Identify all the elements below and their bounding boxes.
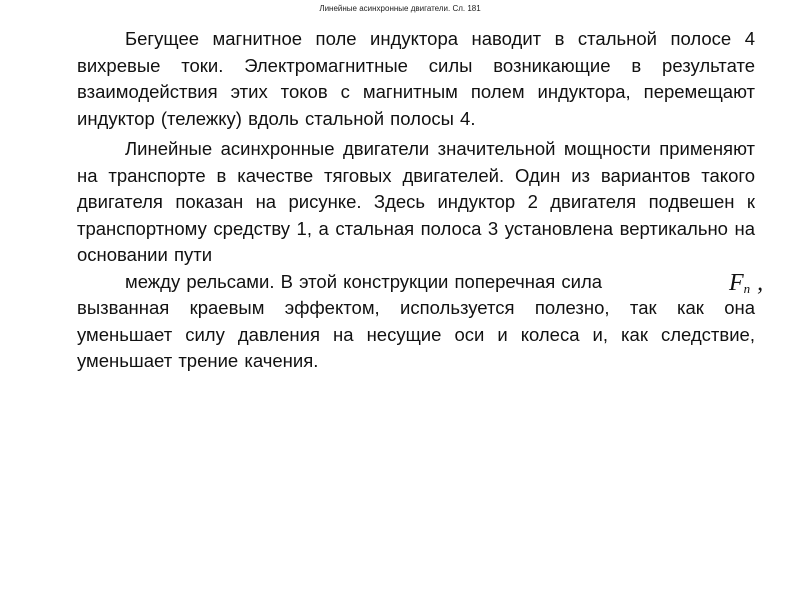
paragraph-2-line-6: между рельсами. В этой конструкции поперечная сила xyxy=(125,270,603,292)
paragraph-2-line-7: вызванная краевым эффектом, используется полезно, так как xyxy=(77,297,704,318)
formula-line xyxy=(77,269,764,296)
slide-body-text xyxy=(77,26,764,379)
paragraph-2-line-4: индуктор 2 двигателя подвешен к транспортному средству 1, а xyxy=(77,191,755,239)
paragraph-1-line-1: Бегущее магнитное поле индуктора наводит в стальной xyxy=(125,28,657,49)
paragraph-1-line-4: индуктора, перемещают индуктор (тележку) вдоль стальной xyxy=(77,81,756,129)
paragraph-1 xyxy=(77,26,755,132)
paragraph-1-line-5: полосы 4. xyxy=(390,107,476,129)
paragraph-1-line-2: полосе 4 вихревые токи. Электромагнитные силы возникающие xyxy=(77,28,755,76)
formula-subscript: п xyxy=(743,280,751,296)
paragraph-2-line-2: применяют на транспорте в качестве тяговых двигателей. Один xyxy=(77,138,756,186)
paragraph-2-line-5: стальная полоса 3 установлена вертикально на основании пути xyxy=(77,217,756,265)
paragraph-2-line-8: она уменьшает силу давления на несущие оси и колеса и, как xyxy=(77,297,755,345)
formula-symbol: F xyxy=(729,269,744,296)
paragraph-2-line-1: Линейные асинхронные двигатели значительной мощности xyxy=(125,138,651,159)
paragraph-2-line-9: следствие, уменьшает трение качения. xyxy=(77,323,755,371)
paragraph-1-line-3: в результате взаимодействия этих токов с магнитным полем xyxy=(77,54,756,102)
paragraph-2-line-3: из вариантов такого двигателя показан на рисунке. Здесь xyxy=(77,164,755,212)
slide-header: Линейные асинхронные двигатели. Сл. 181 xyxy=(319,4,481,13)
formula-suffix: , xyxy=(757,269,764,296)
paragraph-2 xyxy=(77,136,764,375)
force-formula xyxy=(681,270,763,302)
